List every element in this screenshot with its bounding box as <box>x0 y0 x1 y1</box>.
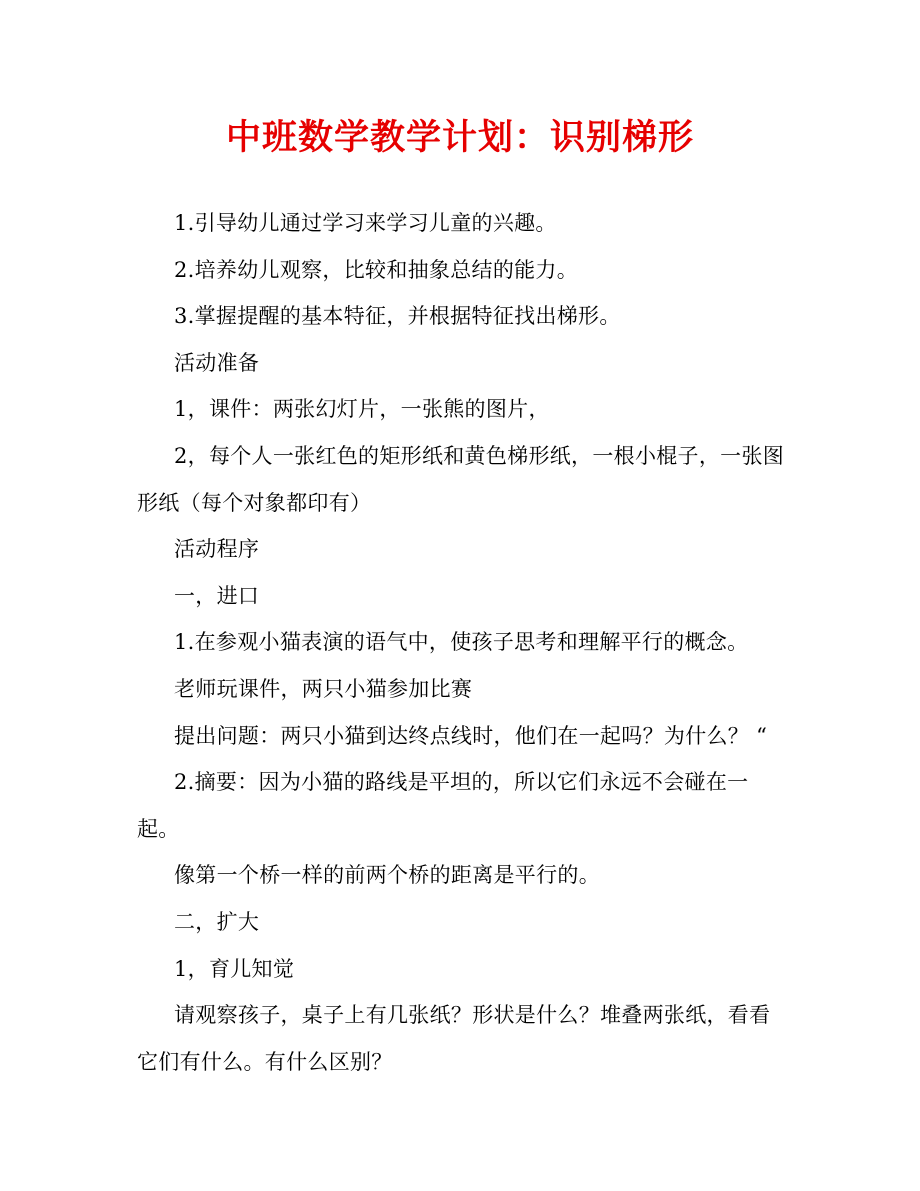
paragraph-goal-3: 3.掌握提醒的基本特征，并根据特征找出梯形。 <box>174 304 621 329</box>
paragraph-step-1: 1.在参观小猫表演的语气中，使孩子思考和理解平行的概念。 <box>174 630 749 655</box>
paragraph-teacher-courseware: 老师玩课件，两只小猫参加比赛 <box>174 676 473 701</box>
document-body <box>137 200 785 1085</box>
heading-section-two: 二，扩大 <box>174 909 260 934</box>
heading-activity-preparation: 活动准备 <box>174 350 260 375</box>
paragraph-perception: 1，育儿知觉 <box>174 956 295 981</box>
heading-section-one: 一，进口 <box>174 583 260 608</box>
paragraph-goal-2: 2.培养幼儿观察，比较和抽象总结的能力。 <box>174 257 579 282</box>
paragraph-question: 提出问题：两只小猫到达终点线时，他们在一起吗？为什么？ “ <box>174 723 768 748</box>
paragraph-goal-1: 1.引导幼儿通过学习来学习儿童的兴趣。 <box>174 211 557 235</box>
page-title: 中班数学教学计划：识别梯形 <box>225 117 694 158</box>
paragraph-prep-1: 1，课件：两张幻灯片，一张熊的图片， <box>174 397 550 422</box>
paragraph-bridges: 像第一个桥一样的前两个桥的距离是平行的。 <box>174 863 600 888</box>
paragraph-observe: 请观察孩子，桌子上有几张纸？形状是什么？堆叠两张纸，看看它们有什么。有什么区别？ <box>137 1003 771 1074</box>
paragraph-summary: 2.摘要：因为小猫的路线是平坦的，所以它们永远不会碰在一起。 <box>137 770 749 841</box>
paragraph-prep-2: 2，每个人一张红色的矩形纸和黄色梯形纸，一根小棍子，一张图形纸（每个对象都印有） <box>137 443 785 515</box>
heading-activity-procedure: 活动程序 <box>174 537 260 562</box>
